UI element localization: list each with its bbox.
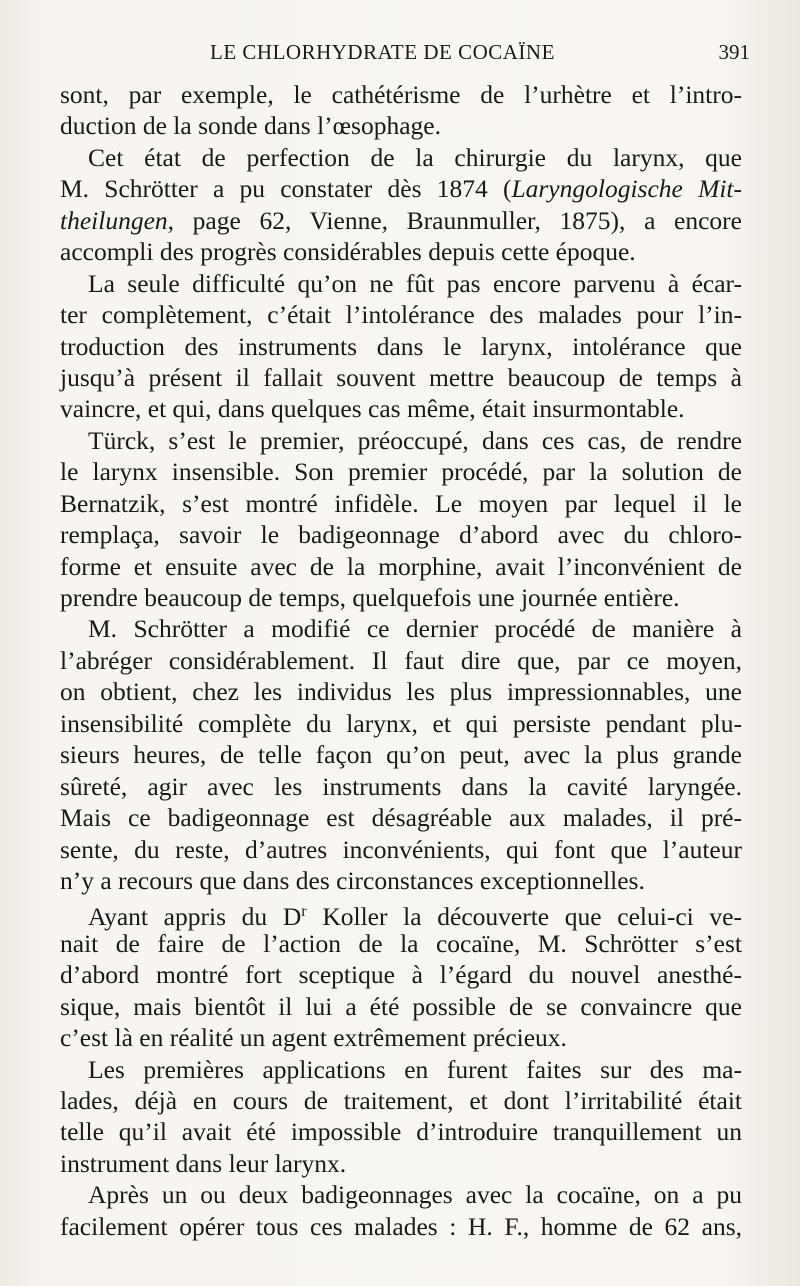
text-line: sique, mais bientôt il lui a été possible de se convaincre que — [60, 991, 742, 1021]
text-line: La seule difficulté qu’on ne fût pas encore parvenu à écar- — [88, 268, 742, 298]
text-line: sieurs heures, de telle façon qu’on peut, avec la plus grande — [60, 740, 742, 770]
text-line — [60, 205, 742, 236]
text-fragment: M. Schrötter a pu constater dès 1874 ( — [60, 174, 512, 204]
text-line: Les premières applications en furent faites sur des ma- — [88, 1054, 742, 1084]
text-line: sûreté, agir avec les instruments dans la cavité laryngée. — [60, 771, 742, 801]
body-text — [60, 79, 742, 1242]
text-line: c’est là en réalité un agent extrêmement précieux. — [60, 1023, 567, 1053]
text-fragment: Ayant appris du D — [88, 902, 302, 932]
text-fragment: , page 62, Vienne, Braunmuller, 1875), a encore — [167, 205, 742, 235]
text-line: prendre beaucoup de temps, quelquefois une journée entière. — [60, 583, 680, 612]
text-line — [60, 896, 742, 932]
text-line: remplaça, savoir le badigeonnage d’abord avec du chloro- — [60, 520, 742, 550]
text-line: duction de la sonde dans l’œsophage. — [60, 111, 441, 141]
text-line: lades, déjà en cours de traitement, et dont l’irritabilité était — [60, 1086, 742, 1115]
text-line: vaincre, et qui, dans quelques cas même, était insurmontable. — [60, 394, 685, 424]
text-line: nait de faire de l’action de la cocaïne, M. Schrötter s’est — [60, 928, 742, 958]
page-header — [60, 40, 750, 76]
text-line: accompli des progrès considérables depuis cette époque. — [60, 237, 636, 267]
text-line — [60, 173, 742, 204]
text-line: troduction des instruments dans le larynx, intolérance que — [60, 331, 742, 361]
text-line: Bernatzik, s’est montré infidèle. Le moyen par lequel il le — [60, 488, 742, 518]
superscript: r — [301, 903, 307, 921]
text-line: Mais ce badigeonnage est désagréable aux malades, il pré- — [60, 803, 742, 833]
text-line: Türck, s’est le premier, préoccupé, dans ces cas, de rendre — [88, 425, 742, 455]
text-line: le larynx insensible. Son premier procédé, par la solution de — [60, 457, 742, 487]
text-line: Après un ou deux badigeonnages avec la cocaïne, on a pu — [88, 1180, 742, 1210]
text-line: telle qu’il avait été impossible d’introduire tranquillement un — [60, 1117, 742, 1147]
italic-title: theilungen — [60, 205, 168, 235]
page-number: 391 — [718, 40, 750, 64]
text-line: ter complètement, c’était l’intolérance des malades pour l’in- — [60, 300, 742, 330]
text-fragment: Koller la découverte que celui-ci ve- — [306, 902, 742, 932]
text-line: sont, par exemple, le cathétérisme de l’urhètre et l’intro- — [60, 80, 742, 109]
text-line: forme et ensuite avec de la morphine, avait l’inconvénient de — [60, 551, 742, 581]
text-line: sente, du reste, d’autres inconvénients, qui font que l’auteur — [60, 834, 742, 864]
text-line: on obtient, chez les individus les plus impressionnables, une — [60, 677, 742, 707]
text-line: facilement opérer tous ces malades : H. F., homme de 62 ans, — [60, 1211, 742, 1241]
text-line: d’abord montré fort sceptique à l’égard du nouvel anesthé- — [60, 960, 742, 990]
text-line: insensibilité complète du larynx, et qui persiste pendant plu- — [60, 708, 742, 738]
text-line: n’y a recours que dans des circonstances exceptionnelles. — [60, 865, 645, 895]
text-line: M. Schrötter a modifié ce dernier procédé de manière à — [88, 614, 742, 644]
running-head: LE CHLORHYDRATE DE COCAÏNE — [210, 40, 555, 64]
text-line: jusqu’à présent il fallait souvent mettre beaucoup de temps à — [60, 362, 742, 392]
italic-title: Laryngologische Mit- — [511, 174, 742, 204]
text-line: l’abréger considérablement. Il faut dire que, par ce moyen, — [60, 645, 742, 675]
text-line: Cet état de perfection de la chirurgie du larynx, que — [88, 142, 742, 172]
text-line: instrument dans leur larynx. — [60, 1148, 347, 1178]
